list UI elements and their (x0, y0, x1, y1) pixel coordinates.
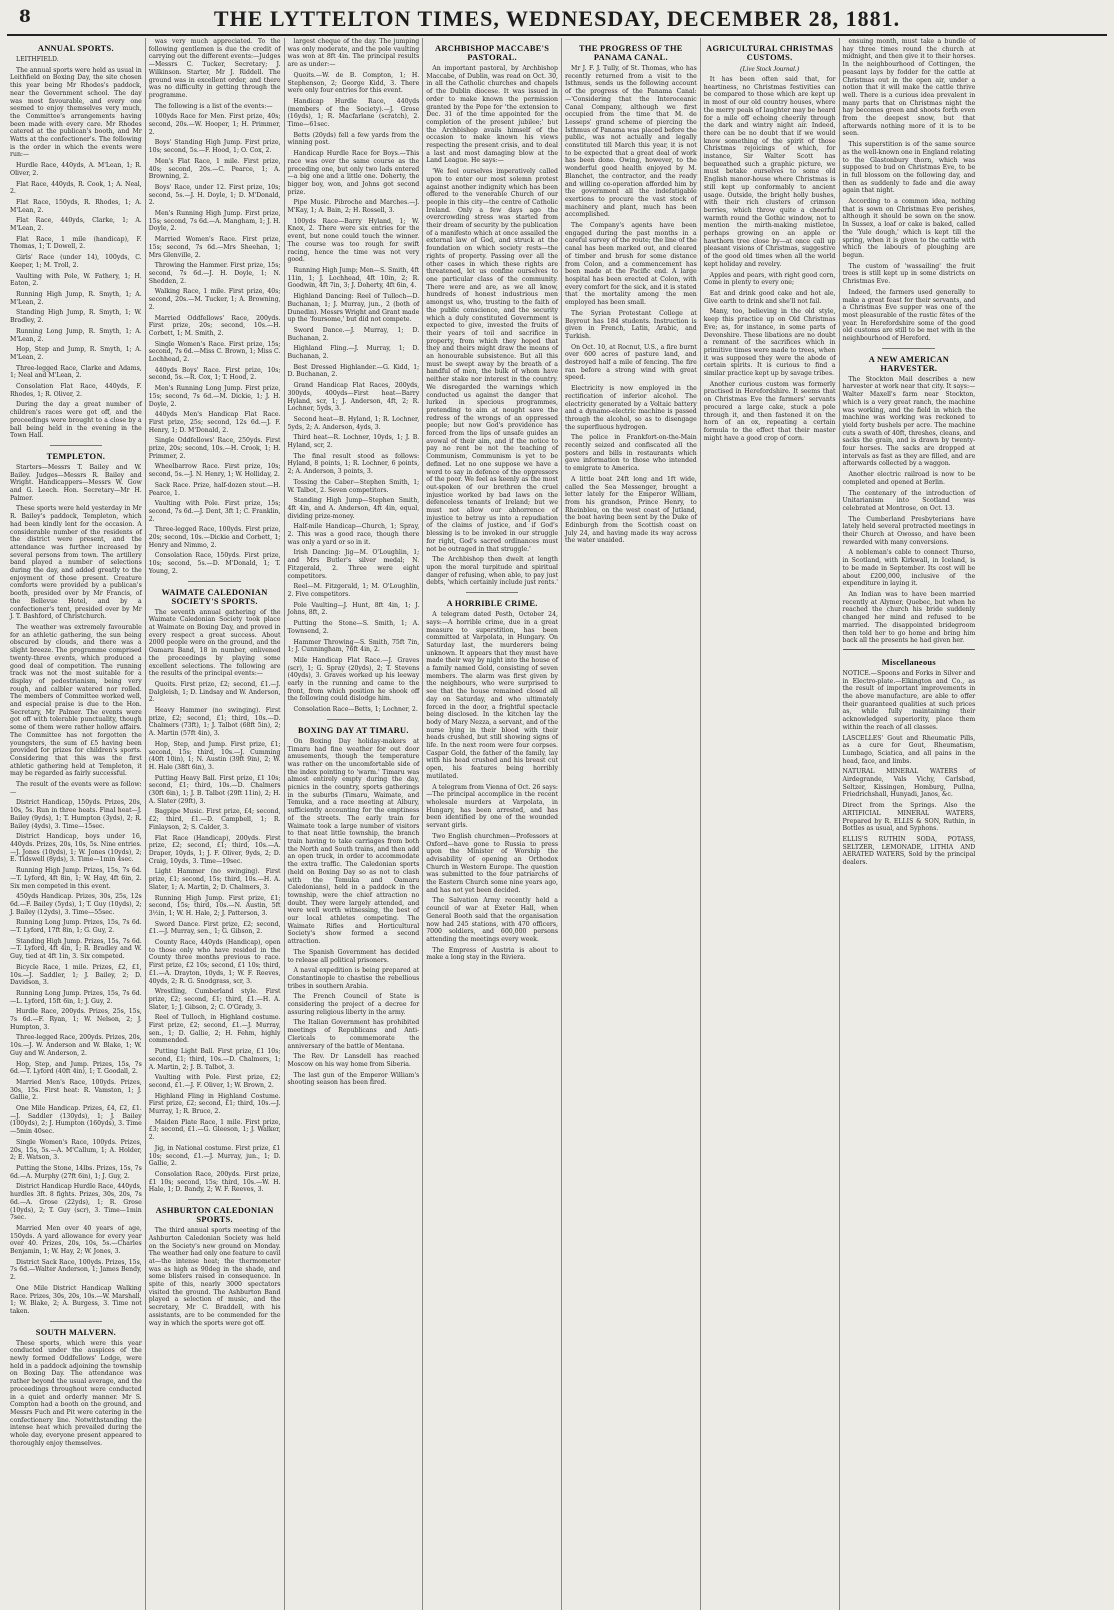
article-paragraph: The Company's agents have been engaged during the past months in a careful survey of the route; the line of the canal has been marked out, and cleared of timber and brush for some distance from Colon, and a commencement has been made at the Pacific end. A large hospital has been erected at Colon, with every comfort for the sick, and it is stated that the mortality among the men employed has been small. (565, 222, 697, 307)
article-paragraph: Indeed, the farmers used generally to make a great feast for their servants, and a Christmas Eve supper was one of the most pleasurable of the rustic fêtes of the year. In Herefordshire some of the good old customs are still to be met with in the neighbourhood of Hereford. (842, 288, 976, 343)
article-paragraph: The Salvation Army recently held a council of war at Exeter Hall, when General Booth said that the organisation now had 245 stations, with 470 officers, 7000 soldiers, and 600,000 persons attending the meetings every week. (426, 897, 558, 943)
article-paragraph: Vaulting with Pole. First prize, 15s; second, 7s 6d.—J. Dent, 3ft 1; C. Franklin, 2. (148, 500, 281, 523)
article-paragraph: The Rev. Dr Lansdell has reached Moscow on his way home from Siberia. (287, 1053, 420, 1068)
article-paragraph: The custom of 'wassailing' the fruit trees is still kept up in some districts on Christmas Eve. (842, 262, 976, 286)
article-paragraph: Bagpipe Music. First prize, £4; second, £2; third, £1.—D. Campbell, 1; R. Finlayson, 2; S. Calder, 3. (148, 808, 281, 831)
article (10, 1328, 142, 1448)
article-paragraph: largest cheque of the day. The jumping was only moderate, and the pole vaulting was won at 8ft 4in. The principal results are as under:— (287, 38, 420, 69)
article-paragraph: Flat Race, 440yds, Clarke, 1; A. M'Lean, 2. (10, 217, 142, 233)
article-paragraph: One Mile District Handicap Walking Race. Prizes, 30s, 20s, 10s.—W. Marshall, 1; W. Blake, 2; A. Burgess, 3. Time not taken. (10, 1284, 142, 1315)
article-paragraph: Married Women's Race. First prize, 15s; second, 7s 6d.—Mrs Sheehan, 1; Mrs Glenville, 2. (148, 236, 281, 259)
article-paragraph: The weather was extremely favourable for an athletic gathering, the sun being obscured by clouds, and there was a slight breeze. The programme comprised twenty-three events, which produced a good deal of competition. The running track was not the most suitable for a display of pedestrianism, being very rough, and calbler watered nor rolled. The members of Committee worked well, and especial praise is due to the Hon. Secretary, Mr Palmer. The events were got off with tolerable punctuality, though some of them were rather hollow affairs. The Committee has not forgotten the youngsters, the sum of £5 having been provided for prizes for children's sports. Considering that this was the first athletic gathering held at Templeton, it may be regarded as fairly successful. (10, 624, 142, 778)
column-7 (840, 38, 979, 1610)
article-paragraph: Running High Jump. Prizes, 15s, 7s 6d.—T. Lyford, 4ft 8in, 1; W. Hay, 4ft 6in, 2. Six men competed in this event. (10, 867, 142, 890)
article-paragraph: Hop, Step and Jump, R. Smyth, 1; A. M'Lean, 2. (10, 346, 142, 361)
article-paragraph: The final result stood as follows: Hyland, 8 points, 1; R. Lochner, 6 points, 2; A. Anderson, 3 points, 3. (287, 452, 420, 476)
article-paragraph: A telegram dated Pesth, October 24, says:—A horrible crime, due in a great measure to superstition, has been committed at Varpolata, in Hungary. On Saturday last, the murderers being unknown. It appears that they must have made their way by night into the house of a family named Gold, consisting of seven members. The alarm was first given by the neighbours, who were surprised to see that the house remained closed all day on Saturday, and who ultimately forced in the door, a frightful spectacle being disclosed. In the kitchen lay the body of Mary Nezza, a servant, and of the nurse lying in their blood with their heads crushed, but still showing signs of life. In the next room were four corpses. Caspar Gold, the father of the family, lay with his head crushed and his breast cut open, his features being horribly mutilated. (426, 611, 558, 780)
article-paragraph: Single Women's Race. First prize, 15s; second, 7s 6d.—Miss C. Brown, 1; Miss C. Lochhead, 2. (148, 340, 281, 364)
column-1 (7, 38, 146, 1610)
article-paragraph: Starters—Messrs T. Bailey and W. Bailey. Judges—Messrs R. Bailey and Wright. Handicappers—Messrs W. Gow and G. Leech. Hon. Secretary—Mr H. Palmer. (10, 463, 142, 502)
section-divider (327, 719, 380, 720)
article-paragraph: Electricity is now employed in the rectification of inferior alcohol. The electricity generated by a Voltaic battery and a dynamo-electric machine is passed through the alcohol, so as to disengage the superfluous hydrogen. (565, 385, 697, 431)
article-paragraph: Running High Jump. First prize, £1; second, 15s; third, 10s.—N. Austin, 5ft 3½in, 1; W. H. Hale, 2; J. Patterson, 3. (148, 894, 281, 917)
article-paragraph: 440yds Boys' Race. First prize, 10s; second, 5s.—R. Cox, 1; T. Hood, 2. (148, 366, 281, 382)
article-paragraph: This superstition is of the same source as the well-known one in England relating to the Glastonbury thorn, which was supposed to bud on Christmas Eve, to be in full blossom on the following day, and then as suddenly to fade and die away again that night. (842, 141, 976, 195)
article-heading: THE PROGRESS OF THE PANAMA CANAL. (579, 44, 683, 62)
article-paragraph: The result of the events were as follow:— (10, 781, 142, 796)
article-paragraph: Running High Jump; Men—S. Smith, 4ft 11in, 1; J. Lochhead, 4ft 10in, 2; R. Goodwin, 4ft 7in, 3; J. Doherty, 4ft 6in, 4. (287, 266, 420, 290)
article-paragraph: The Stockton Mail describes a new harvester at work near that city. It says:—Walter Maxell's farm near Stockton, which is a very great ranch, the machine was working, and the field in which the machine was working was reckoned to yield forty bushels per acre. The machine cuts a swath of 40ft, threshes, cleans, and sacks the grain, and is drawn by twenty-four horses. The sacks are dropped at intervals as fast as they are filled, and are afterwards collected by a waggon. (842, 375, 976, 468)
article-paragraph: Direct from the Springs. Also the ARTIFICIAL MINERAL WATERS, Prepared by R. ELLIS & SON, Ruthin, in Bottles as usual, and Syphons. (842, 802, 976, 833)
article-paragraph: Sword Dance. First prize, £2; second, £1.—J. Murray, sen., 1; G. Gibson, 2. (148, 920, 281, 936)
article-paragraph: Highland Fling in Highland Costume. First prize, £2; second, £1; third, 10s.—J. Murray, 1; R. Bruce, 2. (148, 1092, 281, 1116)
article (149, 1206, 281, 1327)
article-paragraph: Half-mile Handicap—Church, 1; Spray, 2. This was a good race, though there was only a yard or so in it. (287, 523, 420, 546)
column-4 (423, 38, 562, 1610)
article-paragraph: The Archbishop then dwelt at length upon the moral turpitude and spiritual danger of refusing, when able, to pay just debts, 'which certainly include just rents.' (426, 556, 558, 587)
article-paragraph: The last gun of the Emperor William's shooting season has been fired. (287, 1071, 420, 1087)
article-paragraph: The following is a list of the events:— (154, 102, 273, 110)
article-paragraph: Handicap Hurdle Race, 440yds (members of the Society).—J. Grose (16yds), 1; R. Macfarlane (scratch), 2. Time—61sec. (287, 97, 420, 129)
article-paragraph: A naval expedition is being prepared at Constantinople to chastise the rebellious tribes in southern Arabia. (287, 967, 420, 990)
article-paragraph: 100yds Race—Barry Hyland, 1; W. Knox, 2. There were six entries for the event, but none could touch the winner. The course was too rough for swift racing, hence the time was not very good. (287, 217, 420, 264)
article-paragraph: Single Oddfellows' Race, 250yds. First prize, 20s; second, 10s.—H. Crook, 1; H. Primmer, 2. (148, 437, 281, 460)
article-paragraph: The Empress of Austria is about to make a long stay in the Riviera. (426, 946, 558, 962)
article-paragraph: Girls' Race (under 14), 100yds, C. Keeper, 1; M. Troll, 2. (10, 254, 142, 269)
article-paragraph: Many, too, believing in the old style, keep this practice up on Old Christmas Eve; as, for instance, in some parts of Devonshire. These libations are no doubt a remnant of the sacrifices which in primitive times were made to trees, when it was supposed they were the abode of certain spirits. It is curious to find a similar practice kept up by savage tribes. (703, 308, 836, 378)
article-paragraph: Flat Race (Handicap), 200yds. First prize, £2; second, £1; third, 10s.—A. Draper, 10yds, 1; J. F. Oliver, 9yds, 2; D. Craig, 10yds, 3. Time—19sec. (148, 834, 281, 865)
article-columns (7, 38, 1107, 1610)
article-paragraph: Married Men's Race, 100yds. Prizes, 30s, 15s. First heat: R. Vamston, 1; J. Gallie, 2. (10, 1078, 142, 1102)
article-paragraph: Hop, Step, and Jump. Prizes, 15s, 7s 6d.—T. Lyford (40ft 4in), 1; T. Goodall, 2. (10, 1060, 142, 1076)
article-paragraph: Throwing the Hammer. First prize, 15s; second, 7s 6d.—J. H. Doyle, 1; N. Shedden, 2. (148, 262, 281, 285)
section-divider (188, 581, 241, 582)
article-paragraph: Running Long Jump. Prizes, 15s, 7s 6d.—L. Lyford, 15ft 6in, 1; J. Guy, 2. (10, 989, 142, 1005)
article-paragraph: Bicycle Race, 1 mile. Prizes, £2, £1, 10s.—J. Saddler, 1; J. Bailey, 2; D. Davidson, 3. (10, 963, 142, 987)
article-paragraph: Flat Race, 1 mile (handicap), F. Thomas, 1; T. Dowell, 2. (10, 235, 142, 251)
article-paragraph: Third heat—R. Lochner, 10yds, 1; J. B. Hyland, scr, 2. (287, 434, 420, 450)
article-paragraph: A little boat 24ft long and 1ft wide, called the Sea Messenger, brought a letter lately for the Emperor William, from his grandson, Prince Henry, to Rheinbleu, on the west coast of Jutland, the boat having been sent by the Duke of Edinburgh from the Scottish coast on July 24, and having made its way across the water unaided. (565, 475, 697, 545)
article-paragraph: Highland Fling.—J. Murray, 1; D. Buchanan, 2. (287, 345, 420, 361)
article-paragraph: Three-legged Race, 100yds. First prize, 20s; second, 10s.—Dickie and Corbett, 1; Henry and Nimmo, 2. (148, 526, 281, 549)
article-paragraph: Two English churchmen—Professors at Oxford—have gone to Russia to press upon the Minister of Worship the advisability of opening an Orthodox Church in Western Europe. The question was submitted to the four patriarchs of the Eastern Church some nine years ago, and has not yet been decided. (426, 832, 558, 894)
article-paragraph: An important pastoral, by Archbishop Maccabe, of Dublin, was read on Oct. 30, in all the Catholic churches and chapels of the Dublin diocese. It was issued in order to make known the permission granted by the Pope for 'the extension to Dec. 31 of the time appointed for the completion of the present jubilee;' but the Archbishop avails himself of the occasion to make known his views respecting the present crisis, and to deal a last and most damaging blow at the Land League. He says:— (426, 65, 558, 165)
article-paragraph: Flat Race, 440yds, R. Cook, 1; A. Neal, 2. (10, 180, 142, 196)
article-paragraph: The seventh annual gathering of the Waimate Caledonian Society took place at Waimate on Boxing Day, and proved in every respect a great success. About 2000 people were on the ground, and the Oamaru Band, 18 in number, enlivened the proceedings by playing some excellent selections. The following are the results of the principal events:— (148, 608, 281, 678)
article-paragraph: Consolation Race, 200yds. First prize, £1 10s; second, 15s; third, 10s.—W. H. Hale, 1; D. Bandy, 2; W. F. Reeves, 3. (148, 1171, 281, 1194)
article-heading: TEMPLETON. (46, 451, 106, 461)
article (843, 38, 976, 343)
article-heading: AGRICULTURAL CHRISTMAS CUSTOMS. (706, 44, 834, 62)
article-paragraph: Mr J. F. J. Tully, of St. Thomas, who has recently returned from a visit to the Isthmus, sends us the following account of the progress of the Panama Canal:—'Considering that the Interoceanic Canal Company, although we first occupied from the time that M. de Lesseps' grand scheme of piercing the Isthmus of Panama was placed before the public, was not actually and legally constituted till March this year, it is not to be expected that a great deal of work has been done. Owing, however, to the wonderful good health enjoyed by M. Blanchet, the contractor, and the ready and willing co-operation afforded him by the government all the indefatigable exertions to procure the vast stock of machinery and plant, much has been accomplished. (565, 65, 697, 219)
article-paragraph: 'We feel ourselves imperatively called upon to enter our most solemn protest against another indignity which has been offered to the venerable Church of our people in this city—the centre of Catholic Ireland. Only a few days ago the overcrowding stress was started from their dream of security by the publication of a manifesto which at once assailed the external law of God, and struck at the foundation on which society rests—the rights of property. Passing over all the other cases in which these rights are threatened, let us confine ourselves to one particular class of the community. There were and are, as we all know, hundreds of honest industrious men amongst us, who, trusting to the faith of the public conscience, and the security which a duly constituted Government is expected to give, invested the fruits of their years of toil and sacrifice in property, from which they hoped that they and theirs might draw the means of an honourable subsistence. But all this must be swept away by the breath of a handful of men, the bulk of whom have neither stake nor interest in the country. We disregarded the warnings which conducted us against the danger that lurked in specious programmes, pretending to aim at nought save the redress of the wrongs of an oppressed people; but now God's providence has forced from the lips of unsafe guides an avowal of their aim, and if the notice to pay no rent be not the teaching of Communism, Communism is yet to be defined. Let no one suppose we have a word to say in defence of the oppressors of the poor. We feel as keenly as the most out-spoken of our brethren the cruel injustice worked by bad laws on the defenceless tenants of Ireland; but we must not allow our abhorrence of injustice to betray us into a repudiation of the claims of justice, and if God's blessing is to be invoked in our struggle for right, God's sacred ordinances must not be outraged in that struggle.' (426, 168, 558, 553)
article-paragraph: A telegram from Vienna of Oct. 26 says:—The principal accomplice in the recent wholesale murders at Varpolata, in Hungary, has been arrested, and has been identified by one of the wounded servant girls. (426, 783, 558, 830)
column-6 (701, 38, 840, 1610)
article-paragraph: On Oct. 10, at Rocnut, U.S., a fire burnt over 600 acres of pasture land, and destroyed half a mile of fencing. The fire ran before a strong wind with great speed. (565, 343, 697, 382)
article-paragraph: The police in Frankfort-on-the-Main recently seized and confiscated all the posters and bills in restaurants which gave information to those who intended to emigrate to America. (565, 434, 697, 473)
section-divider (50, 1321, 103, 1322)
article-paragraph: Wrestling, Cumberland style. First prize, £2; second, £1; third, £1.—H. A. Slater, 1; J. Gibson, 2; C. O'Grady, 3. (148, 988, 281, 1011)
article-paragraph: LASCELLES' Gout and Rheumatic Pills, as a cure for Gout, Rheumatism, Lumbago, Sciatica, and all pains in the head, face, and limbs. (842, 734, 976, 765)
article-heading: ASHBURTON CALEDONIAN SPORTS. (155, 1206, 274, 1225)
article-paragraph: District Sack Race, 100yds. Prizes, 15s, 7s 6d.—Walter Anderson, 1; James Bendy, 2. (10, 1258, 142, 1282)
article-paragraph: Reel—M. Fitzgerald, 1; M. O'Loughlin, 2. Five competitors. (287, 583, 420, 598)
article-paragraph: According to a common idea, nothing that is sown on Christmas Eve perishes, although it should be sown on the snow. In Sussex, a loaf or cake is baked, called the 'Yule dough,' which is kept till the spring, when it is given to the cattle with which the labours of ploughing are begun. (842, 198, 976, 259)
article-paragraph: Maiden Plate Race, 1 mile. First prize, £3; second, £1.—G. Gleeson, 1; J. Walker, 2. (148, 1118, 281, 1142)
article-paragraph: District Handicap, boys under 16, 440yds. Prizes, 20s, 10s, 5s. Nine entries.—J. Jones (10yds), 1; W. Jones (10yds), 2; E. Tidswell (8yds), 3. Time—1min 4sec. (10, 833, 142, 864)
article-paragraph: Walking Race, 1 mile. First prize, 40s; second, 20s.—M. Tucker, 1; A. Browning, 2. (148, 288, 281, 311)
article-paragraph: District Handicap Hurdle Race, 440yds, hurdles 3ft. 8 fights. Prizes, 30s, 20s, 7s 6d.—A. Grose (22yds), 1; R. Grose (10yds), 2; T. Guy (scr), 3. Time—1min 7sec. (10, 1183, 142, 1222)
article-paragraph: Married Men over 40 years of age, 150yds. A yard allowance for every year over 40. Prizes, 20s, 10s, 5s.—Charles Benjamin, 1; W. Hay, 2; W. Jones, 3. (10, 1224, 142, 1256)
article-paragraph: 100yds Race for Men. First prize, 40s; second, 20s.—W. Hooper, 1; H. Primmer, 2. (148, 113, 281, 136)
newspaper-title: THE LYTTELTON TIMES, WEDNESDAY, DECEMBER 28, 1881. (213, 6, 901, 31)
article (843, 355, 976, 645)
article-paragraph: The Spanish Government has decided to release all political prisoners. (287, 948, 420, 964)
article-paragraph: Consolation Race—Betts, 1; Lochner, 2. (293, 706, 418, 714)
article-paragraph: An Indian was to have been married recently at Alymer, Quebec, but when he reached the church his bride suddenly changed her mind and refused to be married. The disappointed bridegroom then told her to go home and bring him back all the presents he had given her. (842, 591, 976, 645)
article-paragraph: Eat and drink good cake and hot ale, Give earth to drink and she'll not fail. (703, 289, 836, 305)
article-paragraph: The third annual sports meeting of the Ashburton Caledonian Society was held on the Society's new ground on Monday. The weather had only one feature to cavil at—the intense heat; the thermometer was as high as 90deg in the shade, and some blisters raised in consequence. In spite of this, nearly 3000 spectators visited the ground. The Ashburton Band played a selection of music, and the secretary, Mr C. Braddell, with his assistants, are to be commended for the way in which the sports were got off. (148, 1227, 281, 1327)
article-paragraph: These sports, which were this year conducted under the auspices of the newly formed Oddfellows' Lodge, were held in a paddock adjoining the township on Boxing Day. The attendance was rather beyond the usual average, and the proceedings throughout were conducted in a quiet and orderly manner. Mr S. Compton had a booth on the ground, and Messrs Fuch and Pit were catering in the confectionery line. Notwithstanding the intense heat which prevailed during the whole day, everyone present appeared to thoroughly enjoy themselves. (10, 1339, 142, 1447)
article-paragraph: These sports were held yesterday in Mr R. Bailey's paddock, Templeton, which had been kindly lent for the occasion. A considerable number of the residents of the district were present, and the attendance was further increased by several persons from town. The artillery band played a number of selections during the day, and added greatly to the enjoyment of those present. Creature comforts were provided by a publican's booth, presided over by Mr Francis, of the Bellevue Hotel, and by a confectioner's tent, presided over by Mr J. T. Bashford, of Christchurch. (10, 505, 142, 621)
article-paragraph: District Handicap, 150yds. Prizes, 20s, 10s, 5s. Run in three heats. Final heat—J. Bailey (9yds), 1; T. Humpton (3yds), 2; R. Bailey (4yds), 3. Time—15sec. (10, 799, 142, 830)
article-paragraph: Sword Dance.—J. Murray, 1; D. Buchanan, 2. (287, 326, 420, 342)
article-paragraph: Boys' Race, under 12. First prize, 10s; second, 5s.—J. H. Doyle, 1; D. M'Donald, 2. (148, 183, 281, 207)
column-5 (562, 38, 701, 1610)
article-paragraph: Married Oddfellows' Race, 200yds. First prize, 20s; second, 10s.—H. Corbett, 1; M. Smith, 2. (148, 314, 281, 337)
article-paragraph: A nobleman's cable to connect Thurso, in Scotland, with Kirkwall, in Iceland, is to be made in September. Its cost will be about £200,000, inclusive of the expenditure in laying it. (842, 549, 976, 588)
article-paragraph: Consolation Flat Race, 440yds, F. Rhodes, 1; R. Oliver, 2. (10, 383, 142, 398)
article-paragraph: NOTICE.—Spoons and Forks in Silver and in Electro-plate.—Elkington and Co., as the result of important improvements in the above manufacture, are able to offer their guaranteed qualities at such prices as, while fully maintaining their acknowledged superiority, place them within the reach of all classes. (842, 669, 976, 731)
article-paragraph: Mile Handicap Flat Race.—J. Graves (scr), 1; G. Spray (20yds), 2; T. Stevens (40yds), 3. Graves worked up his leeway early in the running and came to the front, from which position he shook off the following could dislodge him. (287, 656, 420, 703)
article-heading: BOXING DAY AT TIMARU. (297, 725, 409, 735)
article (565, 44, 697, 545)
article-paragraph: Running Long Jump. Prizes, 15s, 7s 6d.—T. Lyford, 17ft 8in, 1; G. Guy, 2. (10, 919, 142, 935)
article-paragraph: Hurdle Race, 440yds, A. M'Lean, 1; R. Oliver, 2. (10, 162, 142, 177)
article-paragraph: The annual sports were held as usual in Leithfield on Boxing Day, the site chosen this year being Mr Rhodes's paddock, near the Government school. The day was most favourable, and every one seemed to enjoy themselves very much, the Committee's arrangements having been made with every care. Mr Rhodes catered at the publican's booth, and Mr Watts at the confectioner's. The following is the order in which the events were run:— (10, 66, 142, 159)
article-paragraph: Standing High Jump, R. Smyth, 1; W. Bradley, 2. (10, 309, 142, 325)
article-paragraph: Quoits.—W. de B. Compton, 1; H. Stephenson, 2; George Kidd, 3. There were only four entries for this event. (287, 71, 420, 95)
article (426, 599, 558, 962)
article-paragraph: Running Long Jump, R. Smyth, 1; A. M'Lean, 2. (10, 327, 142, 343)
article-paragraph: LEITHFIELD. (16, 56, 59, 63)
article (426, 44, 558, 587)
article-paragraph: The Cumberland Presbyterians have lately held several protracted meetings in their Church at Owosso, and have been rewarded with many conversions. (842, 515, 976, 546)
article-paragraph: Hammer Throwing—S. Smith, 75ft 7in, 1; J. Cunningham, 76ft 4in, 2. (287, 638, 420, 654)
section-divider (882, 348, 935, 349)
article-heading: ANNUAL SPORTS. (37, 44, 114, 53)
article-paragraph: Second heat—B. Hyland, 1; R. Lochner, 5yds, 2; A. Anderson, 4yds, 3. (287, 415, 420, 431)
article-paragraph: Pole Vaulting—J. Hunt, 8ft 4in, 1; J. Johns, 8ft, 2. (287, 601, 420, 617)
article-paragraph: Reel of Tulloch, in Highland costume. First prize, £2; second, £1.—J. Murray, sen., 1; D. Gallie, 2; H. Fehm, highly commended. (148, 1014, 281, 1045)
article-paragraph: Putting the Stone—S. Smith, 1; A. Townsend, 2. (287, 620, 420, 635)
article-paragraph: Putting Heavy Ball. First prize, £1 10s; second, £1; third, 10s.—D. Chalmers (30ft 6in), 1; J. B. Talbot (29ft 11in), 2; H. A. Slater (29ft), 3. (148, 774, 281, 805)
article-paragraph: The Syrian Protestant College at Beyrout has 184 students. Instruction is given in French, Latin, Arabic, and Turkish. (565, 309, 697, 340)
article (704, 44, 836, 442)
article-paragraph: Flat Race, 150yds, R. Rhodes, 1; A. M'Lean, 2. (10, 198, 142, 214)
article-paragraph: Wheelbarrow Race. First prize, 10s; second, 5s.—J. N. Henry, 1; W. Holliday, 2. (148, 463, 281, 479)
article-paragraph: One Mile Handicap. Prizes, £4, £2, £1.—J. Saddler (130yds), 1; J. Bailey (100yds), 2; J. Humpton (160yds), 3. Time—5min 40sec. (10, 1105, 142, 1136)
masthead (7, 4, 1107, 36)
article-paragraph: The Italian Government has prohibited meetings of Republicans and Anti-Clericals to commemorate the anniversary of the battle of Mentana. (287, 1019, 420, 1050)
article (288, 726, 420, 1087)
article-paragraph: NATURAL MINERAL WATERS of Airdegrande, Vals Vichy, Carlsbad, Seltzer, Kissingen, Homburg, Pullna, Friedrichshall, Hunyadi, Janos, &c. (842, 768, 976, 799)
article-paragraph: Highland Dancing: Reel of Tulloch—D. Buchanan, 1; J. Murray, jun., 2 (both of Dunedin). Messrs Wright and Grant made up the 'foursome,' but did not compete. (287, 293, 420, 324)
article-paragraph: Quoits. First prize, £2; second, £1.—J. Dalgleish, 1; D. Lindsay and W. Anderson, 2. (148, 680, 281, 704)
article-paragraph: Best Dressed Highlander.—G. Kidd, 1; D. Buchanan, 2. (287, 363, 420, 379)
article-paragraph: Vaulting with Pole. First prize, £2; second, £1.—J. F. Oliver, 1; W. Brown, 2. (148, 1074, 281, 1089)
article-paragraph: Handicap Hurdle Race for Boys.—This race was over the same course as the preceding one, but only two lads entered—a big one and a little one. Doherty, the bigger boy, won, and Johns got second prize. (287, 150, 420, 196)
article-paragraph: The French Council of State is considering the project of a decree for assuring religious liberty in the army. (287, 993, 420, 1016)
article-paragraph: was very much appreciated. To the following gentlemen is due the credit of carrying out the different events:—Judges—Messrs C. Tucker, Secretary; J. Wilkinson. Starter, Mr J. Riddell. The ground was in excellent order, and there was no difficulty in getting through the programme. (148, 38, 281, 99)
column-3 (285, 38, 424, 1610)
column-2 (146, 38, 285, 1610)
article-paragraph: Putting the Stone, 14lbs. Prizes, 15s, 7s 6d.—A. Murphy (27ft 6in), 1; J. Guy, 2. (10, 1165, 142, 1180)
article-paragraph: It has been often said that, for heartiness, no Christmas festivities can be compared to those which are kept up in most of our old country houses, where the merry peals of laughter may be heard for a mile off echoing cheerily through the dark and wintry night air. Indeed, there can be no doubt that if we would know something of the spirit of those Christmas rejoicings of which, for instance, Sir Walter Scott has bequeathed such a graphic picture, we must betake ourselves to some old English manor-house where Christmas is still kept up conformably to ancient usage. Outside, the bright holly bushes, with their rich clusters of crimson berries, which throw quite a cheerful warmth round the Gothic window, not to mention the mirth-making mistletoe, perhaps growing on an apple or hawthorn tree close by—at once call up pleasant visions of Christmas, suggestive of the good old times when all the world kept holiday and revelry. (703, 76, 836, 268)
section-divider (50, 445, 103, 446)
article-heading: Miscellaneous (881, 657, 936, 667)
article-heading: WAIMATE CALEDONIAN SOCIETY'S SPORTS. (161, 587, 268, 606)
article-paragraph: 440yds Men's Handicap Flat Race. First prize, 25s; second, 12s 6d.—J. F. Henry, 1; D. M'Donald, 2. (148, 411, 281, 434)
article-paragraph: Pipe Music. Pibroche and Marches.—J. M'Kay, 1; A. Bain, 2; H. Rossell, 3. (287, 199, 420, 215)
article-paragraph: Betts (20yds) fell a few yards from the winning post. (287, 131, 420, 147)
advertisements (843, 649, 976, 867)
article-paragraph: Hurdle Race, 200yds. Prizes, 25s, 15s, 7s 6d.—F. Ryan, 1; W. Nelson, 2; J. Humpton, 3. (10, 1008, 142, 1031)
article-paragraph: Three-legged Race, 200yds. Prizes, 20s, 10s.—J. W. Anderson and W. Blake, 1; W. Guy and W. Anderson, 2. (10, 1034, 142, 1057)
section-divider (188, 1199, 241, 1200)
article (149, 588, 281, 1195)
article-paragraph: Men's Flat Race, 1 mile. First prize, 40s; second, 20s.—C. Pearce, 1; A. Browning, 2. (148, 157, 281, 181)
article-paragraph: Putting Light Ball. First prize, £1 10s; second, £1; third, 10s.—D. Chalmers, 1; A. Martin, 2; J. B. Talbot, 3. (148, 1048, 281, 1071)
article-paragraph: Another curious custom was formerly practised in Herefordshire. It seems that on Christmas Eve the farmers' servants procured a large cake, stuck a pole through it, and then fastened it on the horn of an ox, repeating a certain formula to the effect that their master might have a good crop of corn. (703, 380, 836, 442)
article-paragraph: Irish Dancing: Jig—M. O'Loughlin, 1; and Mrs Butler's silver medal; N. Fitzgerald, 2. Three were eight competitors. (287, 549, 420, 580)
article-paragraph: Apples and pears, with right good corn, Come in plenty to every one; (703, 271, 836, 287)
article-paragraph: Boys' Standing High Jump. First prize, 10s; second, 5s.—F. Hood, 1; O. Cox, 2. (148, 139, 281, 155)
article-paragraph: Running High Jump, R. Smyth, 1; A. M'Lean, 2. (10, 290, 142, 306)
article-paragraph: Standing High Jump. Prizes, 15s, 7s 6d.—T. Lyford, 4ft 4in, 1; R. Bradley and W. Guy, tied at 4ft 1in, 3. Six competed. (10, 937, 142, 961)
page-number: 8 (19, 7, 31, 27)
article (10, 44, 142, 440)
article-paragraph: Standing High Jump—Stephen Smith, 4ft 4in, and A. Anderson, 4ft 4in, equal, dividing prize-money. (287, 497, 420, 520)
article-heading: A NEW AMERICAN HARVESTER. (868, 354, 950, 373)
article-paragraph: Consolation Race, 150yds. First prize, 10s; second, 5s.—D. M'Donald, 1; T. Young, 2. (148, 552, 281, 575)
article-paragraph: Men's Running Long Jump. First prize, 15s; second, 7s 6d.—M. Dickie, 1; J. H. Doyle, 2. (148, 385, 281, 408)
article-source: (Live Stock Journal.) (740, 65, 800, 73)
article-paragraph: Grand Handicap Flat Races, 200yds, 300yds, 400yds—First heat—Barry Hyland, scr, 1; J. Anderson, 4ft, 2; R. Lochner, 5yds, 3. (287, 382, 420, 413)
article (10, 452, 142, 1316)
article-paragraph: Single Women's Race, 100yds. Prizes, 20s, 15s, 5s.—A. M'Callum, 1; A. Holder, 2; E. Watson, 3. (10, 1138, 142, 1162)
article (149, 38, 281, 576)
article (288, 38, 420, 714)
article-paragraph: Jig, in National costume. First prize, £1 10s; second, £1.—J. Murray, jun., 1; D. Gallie, 2. (148, 1144, 281, 1168)
article-paragraph: The centenary of the introduction of Unitarianism into Scotland was celebrated at Montrose, on Oct. 13. (842, 489, 976, 512)
article-paragraph: Men's Running High Jump. First prize, 15s; second, 7s 6d.—A. Mangham, 1; J. H. Doyle, 2. (148, 210, 281, 233)
article-paragraph: Heavy Hammer (no swinging). First prize, £2; second, £1; third, 10s.—D. Chalmers (73ft), 1; J. Talbot (68ft 5in), 2; A. Martin (57ft 4in), 3. (148, 707, 281, 738)
article-heading: A HORRIBLE CRIME. (446, 599, 538, 609)
article-paragraph: Another electric railroad is now to be completed and opened at Berlin. (842, 471, 976, 486)
article-heading: ARCHBISHOP MACCABE'S PASTORAL. (435, 44, 550, 62)
section-divider (466, 592, 519, 593)
article-heading: SOUTH MALVERN. (35, 1327, 116, 1337)
article-paragraph: ELLIS'S RUTHIN SODA, POTASS, SELTZER, LEMONADE, LITHIA AND AERATED WATERS, Sold by the principal dealers. (842, 835, 976, 867)
article-paragraph: 450yds Handicap. Prizes, 30s, 25s, 12s 6d.—F. Bailey (5yds), 1; T. Guy (10yds), 2; J. Bailey (12yds), 3. Time—55sec. (10, 893, 142, 916)
article-paragraph: During the day a great number of children's races were got off, and the proceedings were brought to a close by a ball being held in the evening in the Town Hall. (10, 401, 142, 440)
article-paragraph: Hop, Step, and Jump. First prize, £1; second, 15s; third, 10s.—J. Cumming (40ft 10in), 1; N. Austin (39ft 9in), 2; W. H. Hale (38ft 6in), 3. (148, 740, 281, 771)
article-paragraph: Vaulting with Pole, W. Fathery, 1; H. Eaton, 2. (10, 272, 142, 288)
article-paragraph: Light Hammer (no swinging). First prize, £1; second, 15s; third, 10s.—H. A. Slater, 1; A. Martin, 2; D. Chalmers, 3. (148, 868, 281, 891)
article-paragraph: Tossing the Caber—Stephen Smith, 1; W. Talbot, 2. Seven competitors. (287, 478, 420, 494)
article-paragraph: On Boxing Day holiday-makers at Timaru had fine weather for out door amusements, though the temperature was rather on the uncomfortable side of the index pointing to 'warm.' Timaru was almost entirely empty during the day, picnics in the country, sports gatherings in the suburbs (Timaru, Waimate, and Temuka, and a race meeting at Albury, sufficiently accounting for the emptiness of the streets. The early train for Waimate took a large number of visitors to that neat little township, the branch train having to take carriages from both the North and South trains, and then add an open truck, in order to accommodate the extra traffic. The Caledonian sports (held on Boxing Day so as not to clash with the Temuka and Oamaru Caledonians), held in a paddock in the township, were the chief attraction no doubt. They were largely attended, and were well worth witnessing, the best of our local athletes competing. The Waimate Rifles and Horticultural Society's show formed a second attraction. (287, 737, 420, 946)
article-paragraph: ensuing month, must take a bundle of hay three times round the church at midnight, and then give it to their horses. In the neighbourhood of Cottingen, the peasant lays by fodder for the cattle at Christmas out in the open air, under a notion that it will make the cattle thrive well. There is a curious idea prevalent in many parts that on Christmas night the hay becomes green and shoots forth even from the deepest snow, but that afterwards nothing more of it is to be seen. (842, 38, 976, 138)
article-paragraph: County Race, 440yds (Handicap), open to those only who have resided in the County three months previous to race. First prize, £2 10s; second, £1 10s; third, £1.—A. Drayton, 10yds, 1; W. F. Reeves, 40yds, 2; R. G. Snodgrass, scr, 3. (148, 939, 281, 985)
article-paragraph: Sack Race. Prize, half-dozen stout.—H. Pearce, 1. (148, 481, 281, 497)
article-paragraph: Three-legged Race, Clarke and Adams, 1; Neal and M'Lean, 2. (10, 364, 142, 380)
